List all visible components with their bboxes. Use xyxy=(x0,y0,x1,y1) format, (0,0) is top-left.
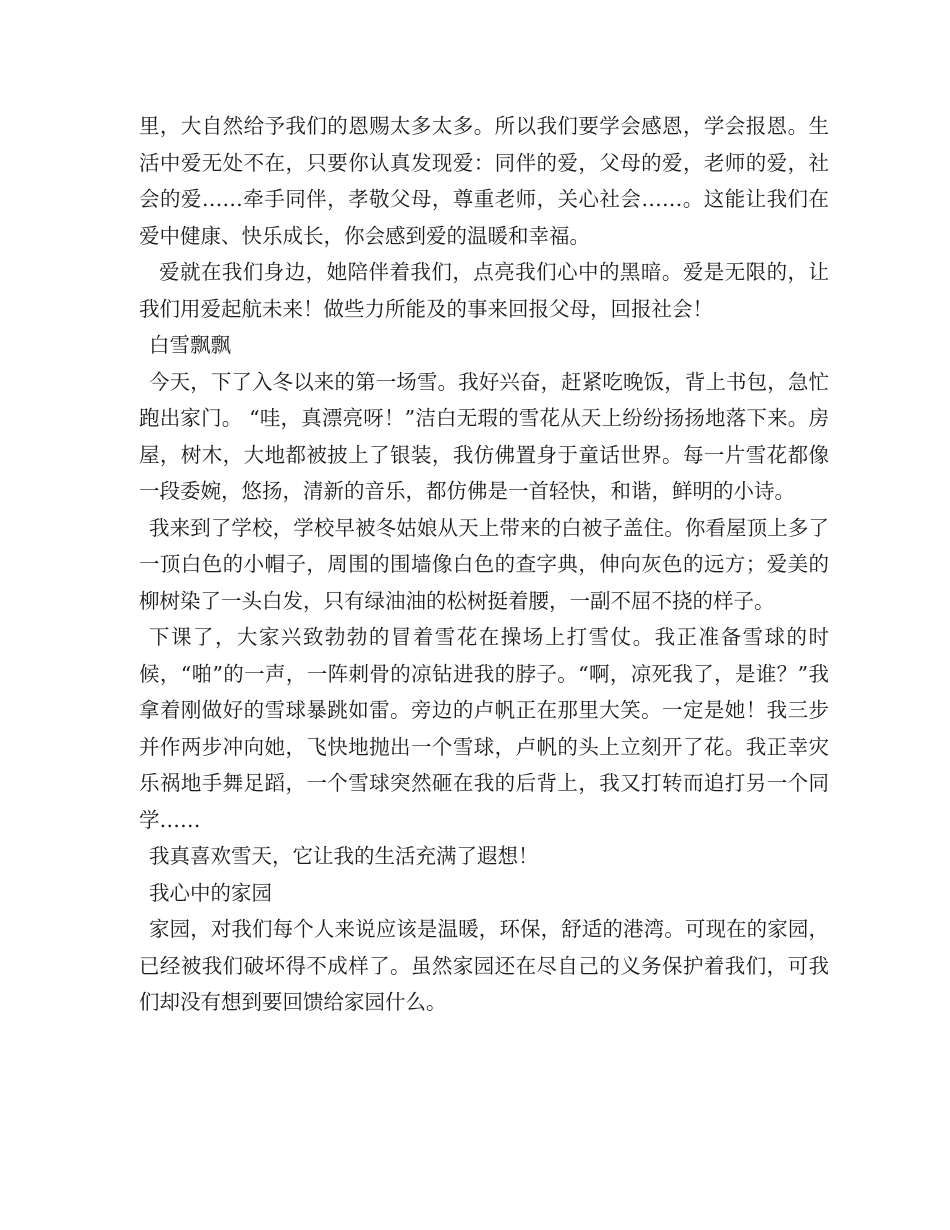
paragraph-gratitude: 里，大自然给予我们的恩赐太多太多。所以我们要学会感恩，学会报恩。生活中爱无处不在，只要你认真发现爱：同伴的爱，父母的爱，老师的爱，社会的爱……牵手同伴，孝敬父母，尊重老师，关心社会……。这能让我们在爱中健康、快乐成长，你会感到爱的温暖和幸福。 xyxy=(139,114,829,248)
document-body xyxy=(139,108,829,1021)
paragraph-love: 爱就在我们身边，她陪伴着我们，点亮我们心中的黑暗。爱是无限的，让我们用爱起航未来！做些力所能及的事来回报父母，回报社会！ xyxy=(139,260,829,321)
essay-title-snow: 白雪飘飘 xyxy=(149,333,231,357)
paragraph-snow-school: 我来到了学校，学校早被冬姑娘从天上带来的白被子盖住。你看屋顶上多了一顶白色的小帽子，周围的围墙像白色的查字典，伸向灰色的远方；爱美的柳树染了一头白发，只有绿油油的松树挺着腰，一副不屈不挠的样子。 xyxy=(139,515,829,613)
paragraph-snow-intro: 今天，下了入冬以来的第一场雪。我好兴奋，赶紧吃晚饭，背上书包，急忙跑出家门。 “哇，真漂亮呀！”洁白无瑕的雪花从天上纷纷扬扬地落下来。房屋，树木，大地都被披上了银装，我仿佛置身于童话世界。每一片雪花都像一段委婉，悠扬，清新的音乐，都仿佛是一首轻快，和谐，鲜明的小诗。 xyxy=(139,369,829,503)
essay-title-home: 我心中的家园 xyxy=(149,880,272,905)
paragraph-home-intro: 家园，对我们每个人来说应该是温暖，环保，舒适的港湾。可现在的家园，已经被我们破坏得不成样了。虽然家园还在尽自己的义务保护着我们，可我们却没有想到要回馈给家园什么。 xyxy=(139,917,829,1014)
paragraph-snowball-fight: 下课了，大家兴致勃勃的冒着雪花在操场上打雪仗。我正准备雪球的时候，“啪”的一声，一阵刺骨的凉钻进我的脖子。“啊，凉死我了，是谁？”我拿着刚做好的雪球暴跳如雷。旁边的卢帆正在那里大笑。一定是她！我三步并作两步冲向她，飞快地抛出一个雪球，卢帆的头上立刻开了花。我正幸灾乐祸地手舞足蹈，一个雪球突然砸在我的后背上，我又打转而追打另一个同学…… xyxy=(139,625,829,832)
paragraph-snow-ending: 我真喜欢雪天，它让我的生活充满了遐想！ xyxy=(149,844,539,868)
